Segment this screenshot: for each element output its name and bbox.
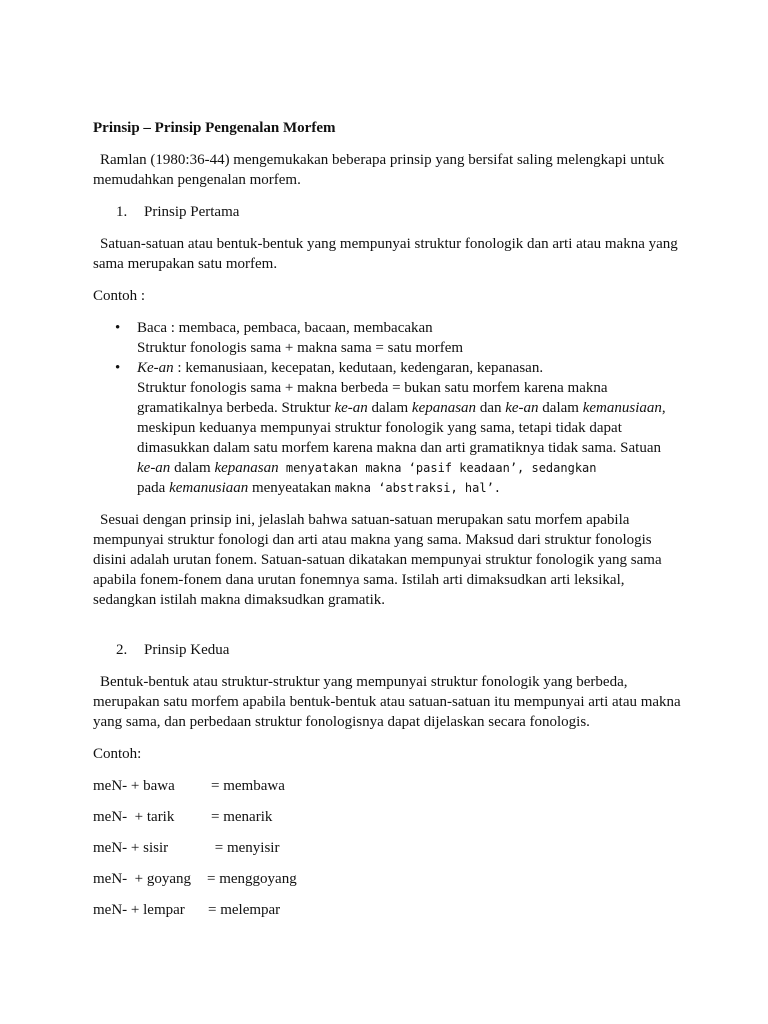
principle-2-label: Prinsip Kedua: [144, 642, 230, 658]
example-row: [93, 838, 683, 858]
bullet-icon: •: [115, 360, 121, 376]
meaning-passive: menyatakan makna ‘pasif keadaan’, sedangkan: [278, 461, 597, 475]
example-row: [93, 869, 683, 889]
kepanasan-term: kepanasan: [411, 400, 477, 416]
kean-term: ke-an: [334, 400, 368, 416]
principle-2-heading: [93, 640, 683, 660]
principle-1-example-label: Contoh :: [93, 288, 146, 304]
spacer: [93, 622, 683, 640]
kean-term: ke-an: [137, 460, 171, 476]
kean-term: ke-an: [505, 400, 539, 416]
example-bullet-kean: [115, 358, 683, 498]
morpheme-examples: [93, 776, 683, 920]
text-fragment: menyeatakan: [248, 480, 335, 496]
text-fragment: dan: [476, 400, 506, 416]
example-left: meN- + goyang: [93, 871, 192, 887]
example-left: meN- + sisir: [93, 840, 169, 856]
text-fragment: dalam: [367, 400, 412, 416]
meaning-abstraction: makna ‘abstraksi, hal’.: [334, 481, 502, 495]
kemanusiaan-term: kemanusiaan: [582, 400, 662, 416]
kean-term: Ke-an: [137, 360, 174, 376]
text-fragment: dalam: [170, 460, 215, 476]
principle-1-label: Prinsip Pertama: [144, 204, 240, 220]
principle-1-number: 1.: [116, 204, 128, 220]
principle-1-example-list: [93, 318, 683, 498]
document-title: Prinsip – Prinsip Pengenalan Morfem: [93, 120, 336, 136]
principle-1-text: Satuan-satuan atau bentuk-bentuk yang mempunyai struktur fonologik dan arti atau makna yang sama merupakan satu morfem.: [93, 236, 678, 272]
example-left: meN- + bawa: [93, 778, 175, 794]
example-right: = menarik: [211, 809, 273, 825]
kean-explanation-1: Struktur fonologis sama + makna berbeda = bukan satu morfem karena makna gramatikalnya berbeda. Struktur: [137, 380, 608, 416]
bullet-icon: •: [115, 320, 121, 336]
kean-examples: : kemanusiaan, kecepatan, kedutaan, kedengaran, kepanasan.: [173, 360, 544, 376]
text-fragment: dalam: [538, 400, 583, 416]
example-row: [93, 900, 683, 920]
example-right: = menyisir: [211, 840, 280, 856]
document-page: [93, 118, 683, 931]
baca-line-2: Struktur fonologis sama + makna sama = satu morfem: [137, 340, 464, 356]
kemanusiaan-term: kemanusiaan: [169, 480, 249, 496]
example-left: meN- + tarik: [93, 809, 175, 825]
example-right: = menggoyang: [207, 871, 297, 887]
principle-2-example-label: Contoh:: [93, 746, 142, 762]
principle-1-heading: [93, 202, 683, 222]
principle-2-number: 2.: [116, 642, 128, 658]
example-row: [93, 776, 683, 796]
principle-1-conclusion: Sesuai dengan prinsip ini, jelaslah bahwa satuan-satuan merupakan satu morfem apabila mempunyai struktur fonologi dan arti atau makna yang sama. Maksud dari struktur fonologis disini adalah urutan fonem. Satuan-satuan dikatakan mempunyai struktur fonologik yang sama apabila fonem-fonem dana urutan fonemnya sama. Istilah arti dimaksudkan arti leksikal, sedangkan istilah makna dimaksudkan gramatik.: [93, 512, 662, 608]
kean-explanation-2: , meskipun keduanya mempunyai struktur fonologik yang sama, tetapi tidak dapat dimasukkan dalam satu morfem karena makna dan arti gramatiknya tidak sama. Satuan: [137, 400, 666, 456]
kepanasan-term: kepanasan: [214, 460, 279, 476]
baca-line-1: Baca : membaca, pembaca, bacaan, membacakan: [137, 320, 433, 336]
text-fragment: pada: [137, 480, 170, 496]
principle-2-text: Bentuk-bentuk atau struktur-struktur yang mempunyai struktur fonologik yang berbeda, merupakan satu morfem apabila bentuk-bentuk atau satuan-satuan itu mempunyai arti atau makna yang sama, dan perbedaan struktur fonologisnya dapat dijelaskan secara fonologis.: [93, 674, 681, 730]
example-bullet-baca: [115, 318, 683, 358]
example-row: [93, 807, 683, 827]
intro-paragraph: Ramlan (1980:36-44) mengemukakan beberapa prinsip yang bersifat saling melengkapi untuk memudahkan pengenalan morfem.: [93, 152, 665, 188]
example-left: meN- + lempar: [93, 902, 185, 918]
example-right: = membawa: [211, 778, 285, 794]
example-right: = melempar: [208, 902, 281, 918]
